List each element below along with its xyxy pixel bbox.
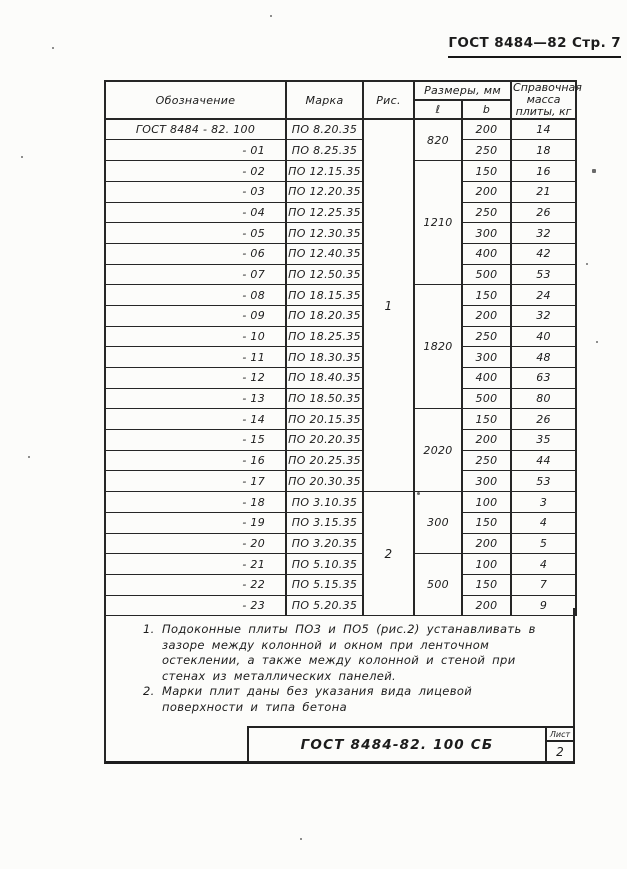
mass-cell: 16: [511, 161, 576, 182]
scan-speck: [21, 156, 23, 158]
fig-cell: 1: [363, 119, 414, 491]
designation-cell: - 19: [105, 512, 286, 533]
plates-table: [104, 80, 582, 616]
designation-cell: - 12: [105, 368, 286, 389]
mass-cell: 26: [511, 409, 576, 430]
scan-speck: [586, 263, 588, 265]
width-cell: 200: [462, 119, 511, 140]
table-row: [105, 326, 576, 347]
length-cell: 820: [414, 119, 462, 160]
mark-cell: ПО 12.40.35: [286, 243, 363, 264]
designation-cell: - 07: [105, 264, 286, 285]
note-number: 2.: [143, 684, 155, 699]
designation-cell: ГОСТ 8484 - 82. 100: [105, 119, 286, 140]
mark-cell: ПО 3.20.35: [286, 533, 363, 554]
table-row: [105, 119, 576, 140]
mass-cell: 9: [511, 595, 576, 616]
mass-cell: 21: [511, 181, 576, 202]
width-cell: 150: [462, 409, 511, 430]
mark-cell: ПО 18.25.35: [286, 326, 363, 347]
width-cell: 400: [462, 243, 511, 264]
mass-cell: 18: [511, 140, 576, 161]
mass-cell: 80: [511, 388, 576, 409]
width-cell: 150: [462, 574, 511, 595]
length-cell: 500: [414, 554, 462, 616]
note-text: Марки плит даны без указания вида лицевой поверхности и типа бетона: [162, 684, 473, 714]
note-1: [143, 622, 545, 684]
width-cell: 250: [462, 450, 511, 471]
width-cell: 150: [462, 161, 511, 182]
scan-speck: [417, 492, 420, 495]
width-cell: 200: [462, 430, 511, 451]
mass-cell: 4: [511, 554, 576, 575]
width-cell: 200: [462, 305, 511, 326]
designation-cell: - 09: [105, 305, 286, 326]
mark-cell: ПО 12.15.35: [286, 161, 363, 182]
mark-cell: ПО 20.15.35: [286, 409, 363, 430]
mark-cell: ПО 12.25.35: [286, 202, 363, 223]
table-row: [105, 492, 576, 513]
table-row: [105, 161, 576, 182]
table-row: [105, 140, 576, 161]
designation-cell: - 20: [105, 533, 286, 554]
col-header-mark: Марка: [286, 81, 363, 119]
mass-cell: 53: [511, 471, 576, 492]
col-header-length: ℓ: [414, 100, 462, 119]
designation-cell: - 21: [105, 554, 286, 575]
sheet-box: [547, 728, 573, 761]
width-cell: 300: [462, 223, 511, 244]
note-text: Подоконные плиты ПО3 и ПО5 (рис.2) устанавливать в зазоре между колонной и окном при ленточном остеклении, а также между колонной и стеной при стенах из металлических панелей.: [162, 622, 536, 683]
designation-cell: - 15: [105, 430, 286, 451]
width-cell: 250: [462, 140, 511, 161]
table-row: [105, 533, 576, 554]
mark-cell: ПО 20.20.35: [286, 430, 363, 451]
mass-cell: 26: [511, 202, 576, 223]
width-cell: 250: [462, 202, 511, 223]
designation-cell: - 14: [105, 409, 286, 430]
table-row: [105, 223, 576, 244]
fig-cell: 2: [363, 492, 414, 616]
mass-cell: 24: [511, 285, 576, 306]
designation-cell: - 16: [105, 450, 286, 471]
mass-cell: 32: [511, 305, 576, 326]
width-cell: 300: [462, 347, 511, 368]
table-row: [105, 409, 576, 430]
scan-speck: [592, 169, 596, 173]
designation-cell: - 22: [105, 574, 286, 595]
mass-cell: 42: [511, 243, 576, 264]
width-cell: 200: [462, 595, 511, 616]
mass-cell: 32: [511, 223, 576, 244]
length-cell: 1820: [414, 285, 462, 409]
mark-cell: ПО 8.25.35: [286, 140, 363, 161]
length-cell: 1210: [414, 161, 462, 285]
mark-cell: ПО 18.20.35: [286, 305, 363, 326]
note-number: 1.: [143, 622, 155, 636]
title-block: [247, 726, 575, 763]
mass-cell: 48: [511, 347, 576, 368]
designation-cell: - 03: [105, 181, 286, 202]
mark-cell: ПО 12.20.35: [286, 181, 363, 202]
mark-cell: ПО 18.50.35: [286, 388, 363, 409]
mark-cell: ПО 8.20.35: [286, 119, 363, 140]
mark-cell: ПО 20.25.35: [286, 450, 363, 471]
mark-cell: ПО 12.30.35: [286, 223, 363, 244]
width-cell: 200: [462, 533, 511, 554]
width-cell: 100: [462, 554, 511, 575]
mass-cell: 44: [511, 450, 576, 471]
designation-cell: - 23: [105, 595, 286, 616]
note-2: [143, 684, 545, 715]
table-row: [105, 264, 576, 285]
table-row: [105, 450, 576, 471]
mass-cell: 4: [511, 512, 576, 533]
designation-cell: - 05: [105, 223, 286, 244]
scan-speck: [28, 456, 30, 458]
sheet-number: 2: [556, 744, 564, 759]
mass-cell: 3: [511, 492, 576, 513]
designation-cell: - 01: [105, 140, 286, 161]
mark-cell: ПО 3.15.35: [286, 512, 363, 533]
mark-cell: ПО 5.20.35: [286, 595, 363, 616]
col-header-dimensions: Размеры, мм: [414, 81, 511, 100]
mass-cell: 53: [511, 264, 576, 285]
designation-cell: - 18: [105, 492, 286, 513]
width-cell: 100: [462, 492, 511, 513]
designation-cell: - 02: [105, 161, 286, 182]
mark-cell: ПО 20.30.35: [286, 471, 363, 492]
col-header-designation: Обозначение: [105, 81, 286, 119]
designation-cell: - 17: [105, 471, 286, 492]
length-cell: 300: [414, 492, 462, 554]
width-cell: 250: [462, 326, 511, 347]
mark-cell: ПО 3.10.35: [286, 492, 363, 513]
mark-cell: ПО 18.30.35: [286, 347, 363, 368]
mark-cell: ПО 12.50.35: [286, 264, 363, 285]
mark-cell: ПО 18.40.35: [286, 368, 363, 389]
width-cell: 150: [462, 285, 511, 306]
mass-cell: 35: [511, 430, 576, 451]
mass-cell: 5: [511, 533, 576, 554]
width-cell: 200: [462, 181, 511, 202]
designation-cell: - 11: [105, 347, 286, 368]
col-header-mass: Справочная масса плиты, кг: [513, 81, 582, 119]
width-cell: 150: [462, 512, 511, 533]
mass-cell: 63: [511, 368, 576, 389]
length-cell: 2020: [414, 409, 462, 492]
table-row: [105, 554, 576, 575]
designation-cell: - 10: [105, 326, 286, 347]
scan-speck: [300, 838, 302, 840]
table-row: [105, 574, 576, 595]
col-header-width: b: [462, 100, 511, 119]
table-row: [105, 181, 576, 202]
scan-speck: [596, 341, 598, 343]
scan-speck: [270, 15, 272, 17]
mass-cell: 7: [511, 574, 576, 595]
width-cell: 300: [462, 471, 511, 492]
table-row: [105, 471, 576, 492]
mass-cell: 14: [511, 119, 576, 140]
table-row: [105, 347, 576, 368]
page-header: ГОСТ 8484—82 Стр. 7: [448, 35, 621, 58]
table-row: [105, 388, 576, 409]
mass-cell: 40: [511, 326, 576, 347]
col-header-fig: Рис.: [363, 81, 414, 119]
table-row: [105, 202, 576, 223]
width-cell: 500: [462, 264, 511, 285]
sheet-label: Лист: [547, 728, 573, 742]
table-row: [105, 305, 576, 326]
scan-speck: [52, 47, 54, 49]
mark-cell: ПО 18.15.35: [286, 285, 363, 306]
table-row: [105, 368, 576, 389]
width-cell: 500: [462, 388, 511, 409]
designation-cell: - 13: [105, 388, 286, 409]
designation-cell: - 04: [105, 202, 286, 223]
table-row: [105, 512, 576, 533]
designation-cell: - 06: [105, 243, 286, 264]
mark-cell: ПО 5.10.35: [286, 554, 363, 575]
notes: [143, 622, 545, 716]
table-row: [105, 285, 576, 306]
designation-cell: - 08: [105, 285, 286, 306]
table-row: [105, 430, 576, 451]
table-row: [105, 243, 576, 264]
mark-cell: ПО 5.15.35: [286, 574, 363, 595]
width-cell: 400: [462, 368, 511, 389]
doc-number: ГОСТ 8484-82. 100 СБ: [249, 728, 547, 761]
